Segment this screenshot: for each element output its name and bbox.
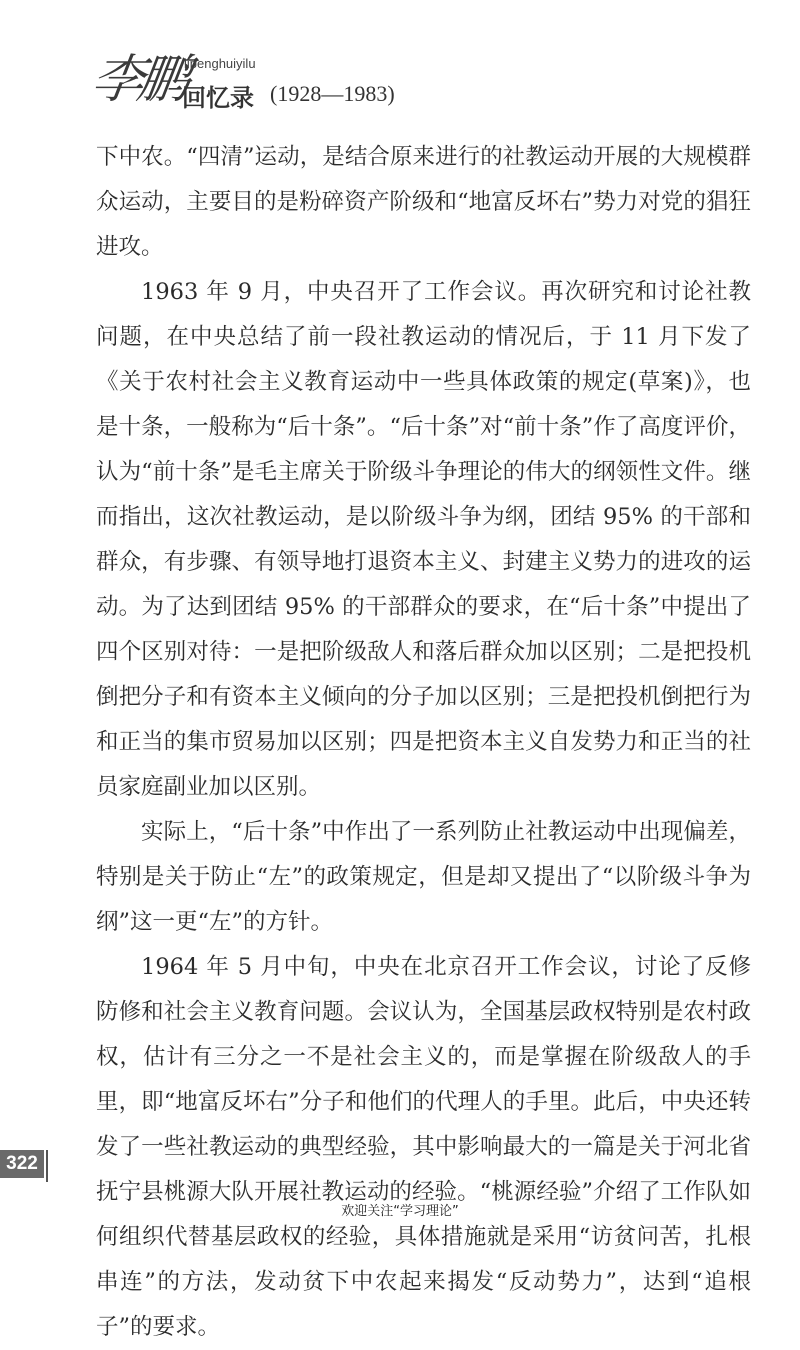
paragraph: 1963 年 9 月，中央召开了工作会议。再次研究和讨论社教问题，在中央总结了前一段社教运动的情况后，于 11 月下发了《关于农村社会主义教育运动中一些具体政策的规定(草案)》，也是十条，一般称为“后十条”。“后十条”对“前十条”作了高度评价，认为“前十条”是毛主席关于阶级斗争理论的伟大的纲领性文件。继而指出，这次社教运动，是以阶级斗争为纲，团结 95% 的干部和群众，有步骤、有领导地打退资本主义、封建主义势力的进攻的运动。为了达到团结 95% 的干部群众的要求，在“后十条”中提出了四个区别对待：一是把阶级敌人和落后群众加以区别；二是把投机倒把分子和有资本主义倾向的分子加以区别；三是把投机倒把行为和正当的集市贸易加以区别；四是把资本主义自发势力和正当的社员家庭副业加以区别。 [96,279,751,800]
header-pinyin: lipenghuiyilu [184,56,256,71]
calligraphy-logo: 李鹏 [87,50,189,110]
paragraph: 实际上，“后十条”中作出了一系列防止社教运动中出现偏差，特别是关于防止“左”的政策规定，但是却又提出了“以阶级斗争为纲”这一更“左”的方针。 [96,819,751,935]
book-title: 回忆录 [182,84,254,112]
page-number: 322 [0,1150,44,1178]
body-text [96,135,751,1350]
book-years: (1928—1983) [270,81,395,106]
paragraph: 下中农。“四清”运动，是结合原来进行的社教运动开展的大规模群众运动，主要目的是粉碎资产阶级和“地富反坏右”势力对党的猖狂进攻。 [96,144,751,260]
paragraph: 1964 年 5 月中旬，中央在北京召开工作会议，讨论了反修防修和社会主义教育问题。会议认为，全国基层政权特别是农村政权，估计有三分之一不是社会主义的，而是掌握在阶级敌人的手里，即“地富反坏右”分子和他们的代理人的手里。此后，中央还转发了一些社教运动的典型经验，其中影响最大的一篇是关于河北省抚宁县桃源大队开展社教运动的经验。“桃源经验”介绍了工作队如何组织代替基层政权的经验，具体措施就是采用“访贫问苦，扎根串连”的方法，发动贫下中农起来揭发“反动势力”，达到“追根子”的要求。 [96,954,751,1340]
running-header [87,48,512,118]
footer-note: 欢迎关注“学习理论” [341,1204,459,1219]
